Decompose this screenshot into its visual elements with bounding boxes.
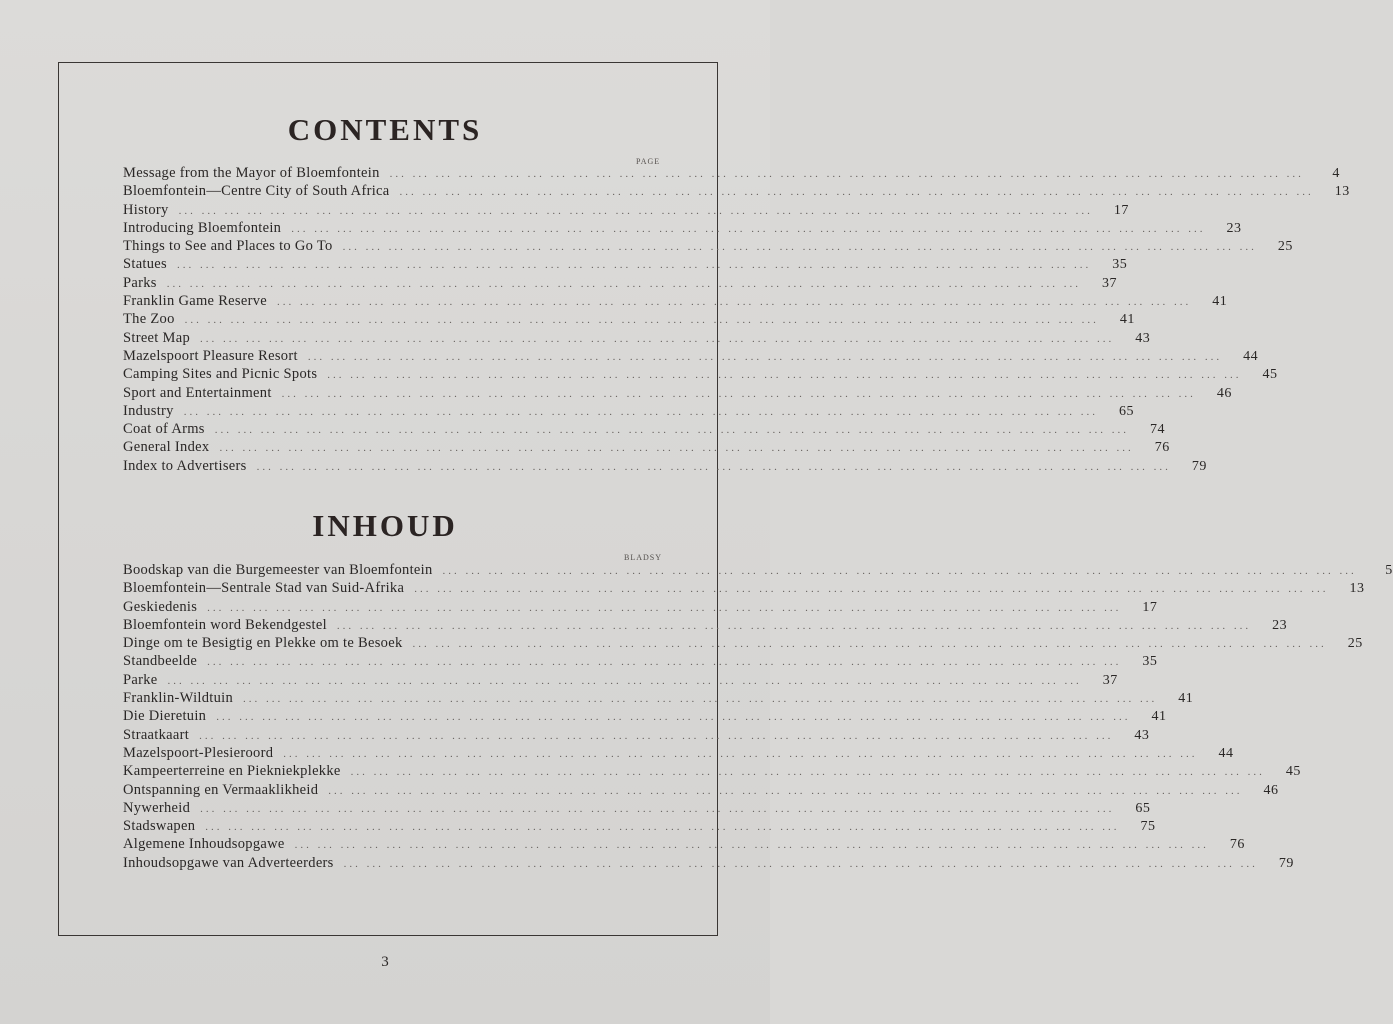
- inhoud-heading: INHOUD: [312, 508, 458, 543]
- contents-entry: [123, 329, 1151, 347]
- inhoud-entry: [123, 799, 1151, 817]
- toc-entry-page: 74: [1150, 422, 1165, 438]
- toc-entry-page: 75: [1140, 819, 1156, 835]
- toc-entry-page: 65: [1118, 403, 1134, 419]
- leader-dots: ... ... ... ... ... ... ... ... ... ... ... ... ... ... ... ... ... ... ... ... ... ... ... ... ... ... ... ... ... ... ... ... ... ... ... ... ... ... ... ...: [327, 369, 1242, 382]
- toc-entry-page: 41: [1151, 709, 1167, 725]
- toc-entry-title: Mazelspoort-Plesieroord: [123, 744, 274, 761]
- leader-dots: ... ... ... ... ... ... ... ... ... ... ... ... ... ... ... ... ... ... ... ... ... ... ... ... ... ... ... ... ... ... ... ... ... ... ... ... ... ... ... ...: [350, 766, 1265, 779]
- contents-list: [123, 164, 1350, 475]
- toc-entry-title: Parks: [123, 274, 157, 291]
- contents-entry: [123, 182, 1350, 200]
- toc-entry-title: Mazelspoort Pleasure Resort: [123, 347, 298, 364]
- contents-entry: [123, 274, 1117, 292]
- toc-entry-title: Kampeerterreine en Piekniekplekke: [123, 763, 341, 780]
- toc-entry-title: Nywerheid: [123, 799, 191, 816]
- contents-entry: [123, 237, 1293, 255]
- leader-dots: ... ... ... ... ... ... ... ... ... ... ... ... ... ... ... ... ... ... ... ... ... ... ... ... ... ... ... ... ... ... ... ... ... ... ... ... ... ... ... ...: [281, 387, 1196, 400]
- leader-dots: ... ... ... ... ... ... ... ... ... ... ... ... ... ... ... ... ... ... ... ... ... ... ... ... ... ... ... ... ... ... ... ... ... ... ... ... ... ... ... ...: [184, 314, 1099, 327]
- toc-entry-page: 13: [1349, 581, 1365, 597]
- leader-dots: ... ... ... ... ... ... ... ... ... ... ... ... ... ... ... ... ... ... ... ... ... ... ... ... ... ... ... ... ... ... ... ... ... ... ... ... ... ... ... ...: [342, 241, 1257, 254]
- toc-entry-title: Boodskap van die Burgemeester van Bloemfontein: [123, 562, 433, 578]
- leader-dots: ... ... ... ... ... ... ... ... ... ... ... ... ... ... ... ... ... ... ... ... ... ... ... ... ... ... ... ... ... ... ... ... ... ... ... ... ... ... ... ...: [389, 168, 1304, 180]
- leader-dots: ... ... ... ... ... ... ... ... ... ... ... ... ... ... ... ... ... ... ... ... ... ... ... ... ... ... ... ... ... ... ... ... ... ... ... ... ... ... ... ...: [414, 583, 1329, 596]
- toc-entry-title: Bloemfontein—Sentrale Stad van Suid-Afrika: [123, 580, 405, 597]
- leader-dots: ... ... ... ... ... ... ... ... ... ... ... ... ... ... ... ... ... ... ... ... ... ... ... ... ... ... ... ... ... ... ... ... ... ... ... ... ... ... ... ...: [336, 619, 1252, 632]
- contents-entry: [123, 219, 1242, 237]
- toc-entry-title: Ontspanning en Vermaaklikheid: [123, 781, 319, 798]
- inhoud-entry: [123, 579, 1365, 597]
- toc-entry-title: History: [123, 201, 169, 218]
- toc-entry-title: Parke: [123, 671, 158, 688]
- toc-entry-title: Message from the Mayor of Bloemfontein: [123, 165, 380, 181]
- toc-entry-title: Franklin Game Reserve: [123, 293, 268, 310]
- leader-dots: ... ... ... ... ... ... ... ... ... ... ... ... ... ... ... ... ... ... ... ... ... ... ... ... ... ... ... ... ... ... ... ... ... ... ... ... ... ... ... ...: [207, 601, 1122, 614]
- contents-entry: [123, 164, 1340, 182]
- toc-entry-title: Geskiedenis: [123, 598, 198, 615]
- contents-entry: [123, 365, 1278, 383]
- toc-entry-page: 5: [1385, 563, 1393, 578]
- inhoud-entry: [123, 726, 1150, 744]
- leader-dots: ... ... ... ... ... ... ... ... ... ... ... ... ... ... ... ... ... ... ... ... ... ... ... ... ... ... ... ... ... ... ... ... ... ... ... ... ... ... ... ...: [294, 839, 1209, 852]
- toc-entry-page: 41: [1212, 294, 1228, 310]
- toc-entry-page: 43: [1135, 330, 1151, 346]
- toc-entry-title: Camping Sites and Picnic Spots: [123, 366, 318, 383]
- toc-entry-page: 25: [1347, 636, 1363, 652]
- contents-entry: [123, 255, 1128, 273]
- leader-dots: ... ... ... ... ... ... ... ... ... ... ... ... ... ... ... ... ... ... ... ... ... ... ... ... ... ... ... ... ... ... ... ... ... ... ... ... ... ... ... ...: [166, 277, 1081, 290]
- contents-entry: [123, 384, 1232, 402]
- toc-entry-page: 35: [1142, 654, 1158, 670]
- leader-dots: ... ... ... ... ... ... ... ... ... ... ... ... ... ... ... ... ... ... ... ... ... ... ... ... ... ... ... ... ... ... ... ... ... ... ... ... ... ... ... ...: [200, 332, 1115, 345]
- inhoud-entry: [123, 689, 1194, 707]
- toc-entry-title: Inhoudsopgawe van Adverteerders: [123, 854, 334, 871]
- toc-entry-title: General Index: [123, 439, 210, 456]
- toc-entry-page: 41: [1178, 691, 1194, 707]
- contents-entry: [123, 402, 1134, 420]
- inhoud-list: [123, 561, 1393, 872]
- toc-entry-title: Standbeelde: [123, 653, 198, 670]
- toc-entry-page: 65: [1135, 800, 1151, 816]
- toc-entry-page: 44: [1243, 348, 1259, 364]
- toc-entry-title: Statues: [123, 256, 167, 273]
- inhoud-entry: [123, 671, 1118, 689]
- toc-entry-page: 46: [1263, 782, 1279, 798]
- toc-entry-title: Stadswapen: [123, 818, 196, 835]
- toc-entry-title: Bloemfontein—Centre City of South Africa: [123, 183, 390, 200]
- toc-entry-page: 76: [1229, 837, 1245, 853]
- inhoud-entry: [123, 835, 1245, 853]
- leader-dots: ... ... ... ... ... ... ... ... ... ... ... ... ... ... ... ... ... ... ... ... ... ... ... ... ... ... ... ... ... ... ... ... ... ... ... ... ... ... ... ...: [277, 296, 1192, 309]
- inhoud-entry: [123, 781, 1279, 799]
- leader-dots: ... ... ... ... ... ... ... ... ... ... ... ... ... ... ... ... ... ... ... ... ... ... ... ... ... ... ... ... ... ... ... ... ... ... ... ... ... ... ... ...: [177, 259, 1092, 272]
- toc-entry-page: 37: [1101, 275, 1117, 291]
- inhoud-entry: [123, 561, 1393, 579]
- toc-entry-page: 13: [1334, 184, 1350, 200]
- toc-entry-title: Coat of Arms: [123, 421, 205, 438]
- leader-dots: ... ... ... ... ... ... ... ... ... ... ... ... ... ... ... ... ... ... ... ... ... ... ... ... ... ... ... ... ... ... ... ... ... ... ... ... ... ... ... ...: [307, 350, 1223, 363]
- toc-entry-page: 46: [1216, 385, 1232, 401]
- toc-entry-page: 45: [1285, 764, 1301, 780]
- leader-dots: ... ... ... ... ... ... ... ... ... ... ... ... ... ... ... ... ... ... ... ... ... ... ... ... ... ... ... ... ... ... ... ... ... ... ... ... ... ... ... ...: [343, 857, 1258, 870]
- toc-entry-page: 4: [1332, 166, 1340, 181]
- leader-dots: ... ... ... ... ... ... ... ... ... ... ... ... ... ... ... ... ... ... ... ... ... ... ... ... ... ... ... ... ... ... ... ... ... ... ... ... ... ... ... ...: [183, 405, 1098, 418]
- inhoud-entry: [123, 616, 1288, 634]
- toc-entry-page: 17: [1142, 599, 1158, 615]
- leader-dots: ... ... ... ... ... ... ... ... ... ... ... ... ... ... ... ... ... ... ... ... ... ... ... ... ... ... ... ... ... ... ... ... ... ... ... ... ... ... ... ...: [283, 747, 1198, 760]
- leader-dots: ... ... ... ... ... ... ... ... ... ... ... ... ... ... ... ... ... ... ... ... ... ... ... ... ... ... ... ... ... ... ... ... ... ... ... ... ... ... ... ...: [200, 802, 1115, 815]
- leader-dots: ... ... ... ... ... ... ... ... ... ... ... ... ... ... ... ... ... ... ... ... ... ... ... ... ... ... ... ... ... ... ... ... ... ... ... ... ... ... ... ...: [442, 565, 1357, 577]
- toc-entry-page: 44: [1218, 745, 1234, 761]
- toc-entry-page: 23: [1272, 617, 1288, 633]
- toc-entry-page: 41: [1119, 312, 1135, 328]
- inhoud-entry: [123, 634, 1363, 652]
- leader-dots: ... ... ... ... ... ... ... ... ... ... ... ... ... ... ... ... ... ... ... ... ... ... ... ... ... ... ... ... ... ... ... ... ... ... ... ... ... ... ... ...: [205, 821, 1120, 834]
- leader-dots: ... ... ... ... ... ... ... ... ... ... ... ... ... ... ... ... ... ... ... ... ... ... ... ... ... ... ... ... ... ... ... ... ... ... ... ... ... ... ... ...: [243, 693, 1158, 706]
- toc-entry-page: 76: [1154, 440, 1170, 456]
- toc-entry-title: The Zoo: [123, 311, 175, 328]
- leader-dots: ... ... ... ... ... ... ... ... ... ... ... ... ... ... ... ... ... ... ... ... ... ... ... ... ... ... ... ... ... ... ... ... ... ... ... ... ... ... ... ...: [178, 204, 1093, 217]
- toc-entry-title: Industry: [123, 402, 174, 419]
- leader-dots: ... ... ... ... ... ... ... ... ... ... ... ... ... ... ... ... ... ... ... ... ... ... ... ... ... ... ... ... ... ... ... ... ... ... ... ... ... ... ... ...: [256, 460, 1171, 473]
- toc-entry-title: Things to See and Places to Go To: [123, 238, 333, 255]
- toc-entry-title: Index to Advertisers: [123, 457, 247, 474]
- contents-entry: [123, 201, 1129, 219]
- toc-entry-page: 35: [1112, 257, 1128, 273]
- page-number: 3: [381, 954, 389, 970]
- toc-entry-title: Franklin-Wildtuin: [123, 690, 234, 707]
- inhoud-entry: [123, 744, 1234, 762]
- contents-entry: [123, 438, 1170, 456]
- leader-dots: ... ... ... ... ... ... ... ... ... ... ... ... ... ... ... ... ... ... ... ... ... ... ... ... ... ... ... ... ... ... ... ... ... ... ... ... ... ... ... ...: [214, 424, 1129, 437]
- toc-entry-page: 43: [1134, 727, 1150, 743]
- leader-dots: ... ... ... ... ... ... ... ... ... ... ... ... ... ... ... ... ... ... ... ... ... ... ... ... ... ... ... ... ... ... ... ... ... ... ... ... ... ... ... ...: [328, 784, 1243, 797]
- leader-dots: ... ... ... ... ... ... ... ... ... ... ... ... ... ... ... ... ... ... ... ... ... ... ... ... ... ... ... ... ... ... ... ... ... ... ... ... ... ... ... ...: [216, 711, 1131, 724]
- inhoud-page-column-label: BLADSY: [624, 553, 663, 562]
- toc-entry-page: 23: [1226, 220, 1242, 236]
- contents-heading: CONTENTS: [287, 112, 483, 147]
- leader-dots: ... ... ... ... ... ... ... ... ... ... ... ... ... ... ... ... ... ... ... ... ... ... ... ... ... ... ... ... ... ... ... ... ... ... ... ... ... ... ... ...: [291, 222, 1206, 235]
- leader-dots: ... ... ... ... ... ... ... ... ... ... ... ... ... ... ... ... ... ... ... ... ... ... ... ... ... ... ... ... ... ... ... ... ... ... ... ... ... ... ... ...: [399, 186, 1314, 199]
- toc-entry-title: Die Dieretuin: [123, 708, 207, 725]
- contents-entry: [123, 310, 1135, 328]
- leader-dots: ... ... ... ... ... ... ... ... ... ... ... ... ... ... ... ... ... ... ... ... ... ... ... ... ... ... ... ... ... ... ... ... ... ... ... ... ... ... ... ...: [167, 674, 1082, 687]
- leader-dots: ... ... ... ... ... ... ... ... ... ... ... ... ... ... ... ... ... ... ... ... ... ... ... ... ... ... ... ... ... ... ... ... ... ... ... ... ... ... ... ...: [219, 442, 1134, 455]
- contents-entry: [123, 457, 1207, 475]
- inhoud-entry: [123, 598, 1158, 616]
- leader-dots: ... ... ... ... ... ... ... ... ... ... ... ... ... ... ... ... ... ... ... ... ... ... ... ... ... ... ... ... ... ... ... ... ... ... ... ... ... ... ... ...: [199, 729, 1114, 742]
- toc-entry-page: 17: [1113, 202, 1129, 218]
- toc-entry-title: Dinge om te Besigtig en Plekke om te Besoek: [123, 635, 403, 652]
- contents-entry: [123, 292, 1228, 310]
- toc-entry-title: Bloemfontein word Bekendgestel: [123, 616, 327, 633]
- contents-entry: [123, 347, 1259, 365]
- toc-entry-page: 79: [1191, 458, 1207, 474]
- toc-entry-title: Street Map: [123, 329, 191, 346]
- inhoud-entry: [123, 652, 1158, 670]
- inhoud-entry: [123, 762, 1301, 780]
- toc-entry-page: 79: [1278, 855, 1294, 871]
- inhoud-entry: [123, 854, 1294, 872]
- leader-dots: ... ... ... ... ... ... ... ... ... ... ... ... ... ... ... ... ... ... ... ... ... ... ... ... ... ... ... ... ... ... ... ... ... ... ... ... ... ... ... ...: [412, 638, 1327, 651]
- toc-entry-title: Sport and Entertainment: [123, 384, 272, 401]
- inhoud-entry: [123, 707, 1167, 725]
- inhoud-entry: [123, 817, 1156, 835]
- contents-page-column-label: PAGE: [636, 157, 661, 166]
- toc-entry-page: 25: [1277, 239, 1293, 255]
- toc-entry-page: 45: [1262, 367, 1278, 383]
- toc-entry-title: Straatkaart: [123, 726, 190, 743]
- leader-dots: ... ... ... ... ... ... ... ... ... ... ... ... ... ... ... ... ... ... ... ... ... ... ... ... ... ... ... ... ... ... ... ... ... ... ... ... ... ... ... ...: [207, 656, 1122, 669]
- toc-entry-page: 37: [1102, 672, 1118, 688]
- contents-entry: [123, 420, 1165, 438]
- toc-entry-title: Algemene Inhoudsopgawe: [123, 836, 285, 853]
- toc-entry-title: Introducing Bloemfontein: [123, 219, 282, 236]
